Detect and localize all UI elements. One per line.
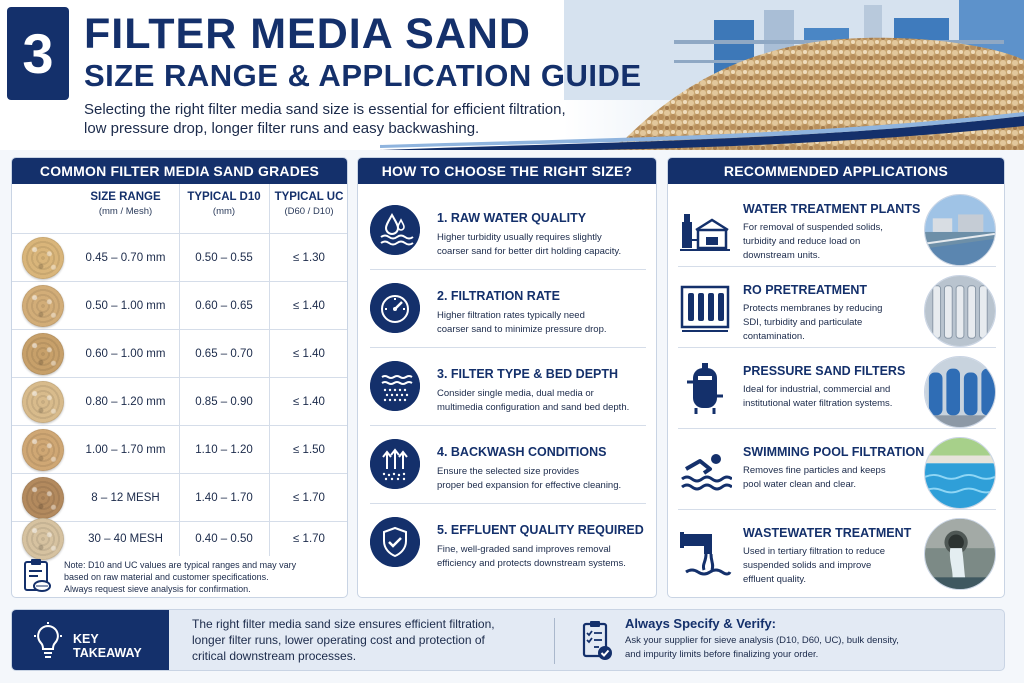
application-item: [668, 186, 1005, 267]
ro-system-photo: [924, 275, 996, 347]
application-title: PRESSURE SAND FILTERS: [743, 364, 906, 378]
size-range-cell: 0.80 – 1.20 mm: [85, 396, 166, 408]
application-description-line: Used in tertiary filtration to reduce: [743, 546, 886, 557]
table-row: [12, 282, 348, 330]
swimmer-icon: [678, 443, 732, 497]
backwash-arrows-icon: [370, 439, 420, 489]
column-header-size-range: [72, 191, 179, 217]
choose-criterion-item: [358, 504, 657, 582]
criterion-description-line: Higher filtration rates typically need: [437, 310, 585, 321]
key-takeaway-line: longer filter runs, lower operating cost and protection of: [192, 633, 485, 647]
size-range-cell: 30 – 40 MESH: [88, 533, 163, 545]
choose-size-panel: [357, 157, 657, 598]
criterion-description-line: Consider single media, dual media or: [437, 388, 594, 399]
choose-size-heading: HOW TO CHOOSE THE RIGHT SIZE?: [358, 158, 656, 184]
intro-line: low pressure drop, longer filter runs and easy backwashing.: [84, 120, 480, 137]
size-range-cell: 8 – 12 MESH: [91, 492, 160, 504]
layers-icon: [370, 361, 420, 411]
application-description-line: effluent quality.: [743, 574, 807, 585]
criterion-description: [437, 309, 651, 337]
column-sublabel: (mm): [212, 206, 236, 217]
application-description-line: institutional water filtration systems.: [743, 398, 893, 409]
application-title: SWIMMING POOL FILTRATION: [743, 445, 925, 459]
size-range-cell: 1.00 – 1.70 mm: [85, 444, 166, 456]
d10-cell: 0.65 – 0.70: [195, 348, 253, 360]
sand-grades-heading: COMMON FILTER MEDIA SAND GRADES: [12, 158, 347, 184]
uc-cell: ≤ 1.50: [293, 444, 325, 456]
verify-line: and impurity limits before finalizing your order.: [625, 648, 819, 660]
key-takeaway-label: KEY TAKEAWAY: [73, 632, 142, 660]
criterion-description-line: Fine, well-graded sand improves removal: [437, 544, 611, 555]
note-line: based on raw material and customer specifications.: [64, 572, 269, 582]
criterion-description-line: efficiency and protects downstream systems.: [437, 558, 626, 569]
column-sublabel: (D60 / D10): [284, 206, 334, 217]
application-item: [668, 510, 1005, 591]
application-description: [743, 464, 923, 492]
application-description-line: Ideal for industrial, commercial and: [743, 384, 891, 395]
application-description-line: Removes fine particles and keeps: [743, 465, 886, 476]
criterion-description: [437, 231, 651, 259]
size-range-cell: 0.50 – 1.00 mm: [85, 300, 166, 312]
table-row: [12, 474, 348, 522]
d10-cell: 1.10 – 1.20: [195, 444, 253, 456]
criterion-description-line: Ensure the selected size provides: [437, 466, 580, 477]
table-row: [12, 234, 348, 282]
key-takeaway-line: critical downstream processes.: [192, 649, 357, 663]
header-banner: [0, 0, 1024, 150]
verify-title: Always Specify & Verify:: [625, 616, 777, 631]
table-row: [12, 426, 348, 474]
intro-line: Selecting the right filter media sand size is essential for efficient filtration,: [84, 101, 566, 118]
choose-criterion-item: [358, 192, 657, 270]
column-label: TYPICAL UC: [274, 191, 344, 203]
note-line: Always request sieve analysis for confirmation.: [64, 584, 251, 594]
d10-cell: 0.40 – 0.50: [195, 533, 253, 545]
swimming-pool-photo: [924, 437, 996, 509]
column-label: SIZE RANGE: [90, 191, 161, 203]
application-description-line: pool water clean and clear.: [743, 479, 857, 490]
size-range-cell: 0.60 – 1.00 mm: [85, 348, 166, 360]
footer-divider: [554, 618, 555, 664]
criterion-description-line: multimedia configuration and sand bed depth.: [437, 402, 630, 413]
application-description-line: Protects membranes by reducing: [743, 303, 883, 314]
application-title: WASTEWATER TREATMENT: [743, 526, 912, 540]
table-header: [12, 184, 348, 234]
d10-cell: 0.60 – 0.65: [195, 300, 253, 312]
uc-cell: ≤ 1.40: [293, 300, 325, 312]
application-description: [743, 302, 923, 344]
criterion-title: 2. FILTRATION RATE: [437, 289, 560, 303]
criterion-title: 1. RAW WATER QUALITY: [437, 211, 587, 225]
application-title: RO PRETREATMENT: [743, 283, 868, 297]
ro-skid-icon: [678, 281, 732, 335]
d10-cell: 1.40 – 1.70: [195, 492, 253, 504]
column-header-uc: [269, 191, 348, 217]
pressure-sand-filters-photo: [924, 356, 996, 428]
footer-bar: [11, 609, 1005, 671]
pressure-vessel-icon: [678, 362, 732, 416]
application-description-line: For removal of suspended solids,: [743, 222, 883, 233]
criterion-description-line: proper bed expansion for effective cleaning.: [437, 480, 622, 491]
page-subtitle: SIZE RANGE & APPLICATION GUIDE: [84, 58, 642, 93]
uc-cell: ≤ 1.70: [293, 533, 325, 545]
verify-text: [625, 634, 995, 661]
criterion-description-line: Higher turbidity usually requires slightly: [437, 232, 602, 243]
criterion-title: 5. EFFLUENT QUALITY REQUIRED: [437, 523, 644, 537]
application-description: [743, 545, 923, 587]
wastewater-outfall-photo: [924, 518, 996, 590]
checklist-clipboard-icon: [582, 619, 614, 663]
key-takeaway-badge: [12, 610, 169, 671]
application-description-line: SDI, turbidity and particulate: [743, 317, 863, 328]
criterion-title: 3. FILTER TYPE & BED DEPTH: [437, 367, 619, 381]
table-row: [12, 522, 348, 556]
application-description-line: contamination.: [743, 331, 805, 342]
lightbulb-icon: [32, 622, 64, 660]
d10-cell: 0.50 – 0.55: [195, 252, 253, 264]
treatment-plant-icon: [678, 200, 732, 254]
column-sublabel: (mm / Mesh): [98, 206, 153, 217]
application-item: [668, 348, 1005, 429]
application-description-line: downstream units.: [743, 250, 821, 261]
sand-sample-image: [22, 381, 64, 423]
criterion-title: 4. BACKWASH CONDITIONS: [437, 445, 607, 459]
application-description-line: turbidity and reduce load on: [743, 236, 861, 247]
table-row: [12, 378, 348, 426]
application-item: [668, 267, 1005, 348]
sand-sample-image: [22, 237, 64, 279]
choose-criterion-item: [358, 426, 657, 504]
size-range-cell: 0.45 – 0.70 mm: [85, 252, 166, 264]
intro-text: [84, 100, 604, 138]
criterion-description: [437, 543, 651, 571]
criterion-description: [437, 465, 651, 493]
note-line: Note: D10 and UC values are typical ranges and may vary: [64, 560, 297, 570]
discharge-pipe-icon: [678, 524, 732, 578]
criterion-description-line: coarser sand for better dirt holding capacity.: [437, 246, 622, 257]
application-item: [668, 429, 1005, 510]
water-drop-icon: [370, 205, 420, 255]
table-row: [12, 330, 348, 378]
application-description: [743, 383, 923, 411]
application-description-line: suspended solids and improve: [743, 560, 872, 571]
gauge-icon: [370, 283, 420, 333]
key-takeaway-text: [192, 616, 542, 664]
choose-criterion-item: [358, 348, 657, 426]
applications-heading: RECOMMENDED APPLICATIONS: [668, 158, 1004, 184]
application-title: WATER TREATMENT PLANTS: [743, 202, 921, 216]
uc-cell: ≤ 1.40: [293, 396, 325, 408]
note-text: [64, 559, 344, 595]
column-header-d10: [179, 191, 269, 217]
criterion-description-line: coarser sand to minimize pressure drop.: [437, 324, 607, 335]
column-label: TYPICAL D10: [187, 191, 261, 203]
applications-panel: [667, 157, 1005, 598]
key-takeaway-line: The right filter media sand size ensures efficient filtration,: [192, 617, 495, 631]
table-note: [22, 556, 342, 596]
application-description: [743, 221, 923, 263]
uc-cell: ≤ 1.30: [293, 252, 325, 264]
page-title: FILTER MEDIA SAND: [84, 10, 531, 58]
section-number-badge: 3: [7, 7, 69, 100]
sand-grades-panel: [11, 157, 348, 598]
shield-check-icon: [370, 517, 420, 567]
uc-cell: ≤ 1.70: [293, 492, 325, 504]
d10-cell: 0.85 – 0.90: [195, 396, 253, 408]
choose-criterion-item: [358, 270, 657, 348]
criterion-description: [437, 387, 651, 415]
uc-cell: ≤ 1.40: [293, 348, 325, 360]
sand-sample-image: [22, 285, 64, 327]
sand-sample-image: [22, 429, 64, 471]
sand-sample-image: [22, 518, 64, 560]
sand-sample-image: [22, 333, 64, 375]
sand-sample-image: [22, 477, 64, 519]
clipboard-sieve-icon: [22, 558, 52, 594]
verify-line: Ask your supplier for sieve analysis (D10, D60, UC), bulk density,: [625, 635, 899, 646]
water-treatment-plant-photo: [924, 194, 996, 266]
